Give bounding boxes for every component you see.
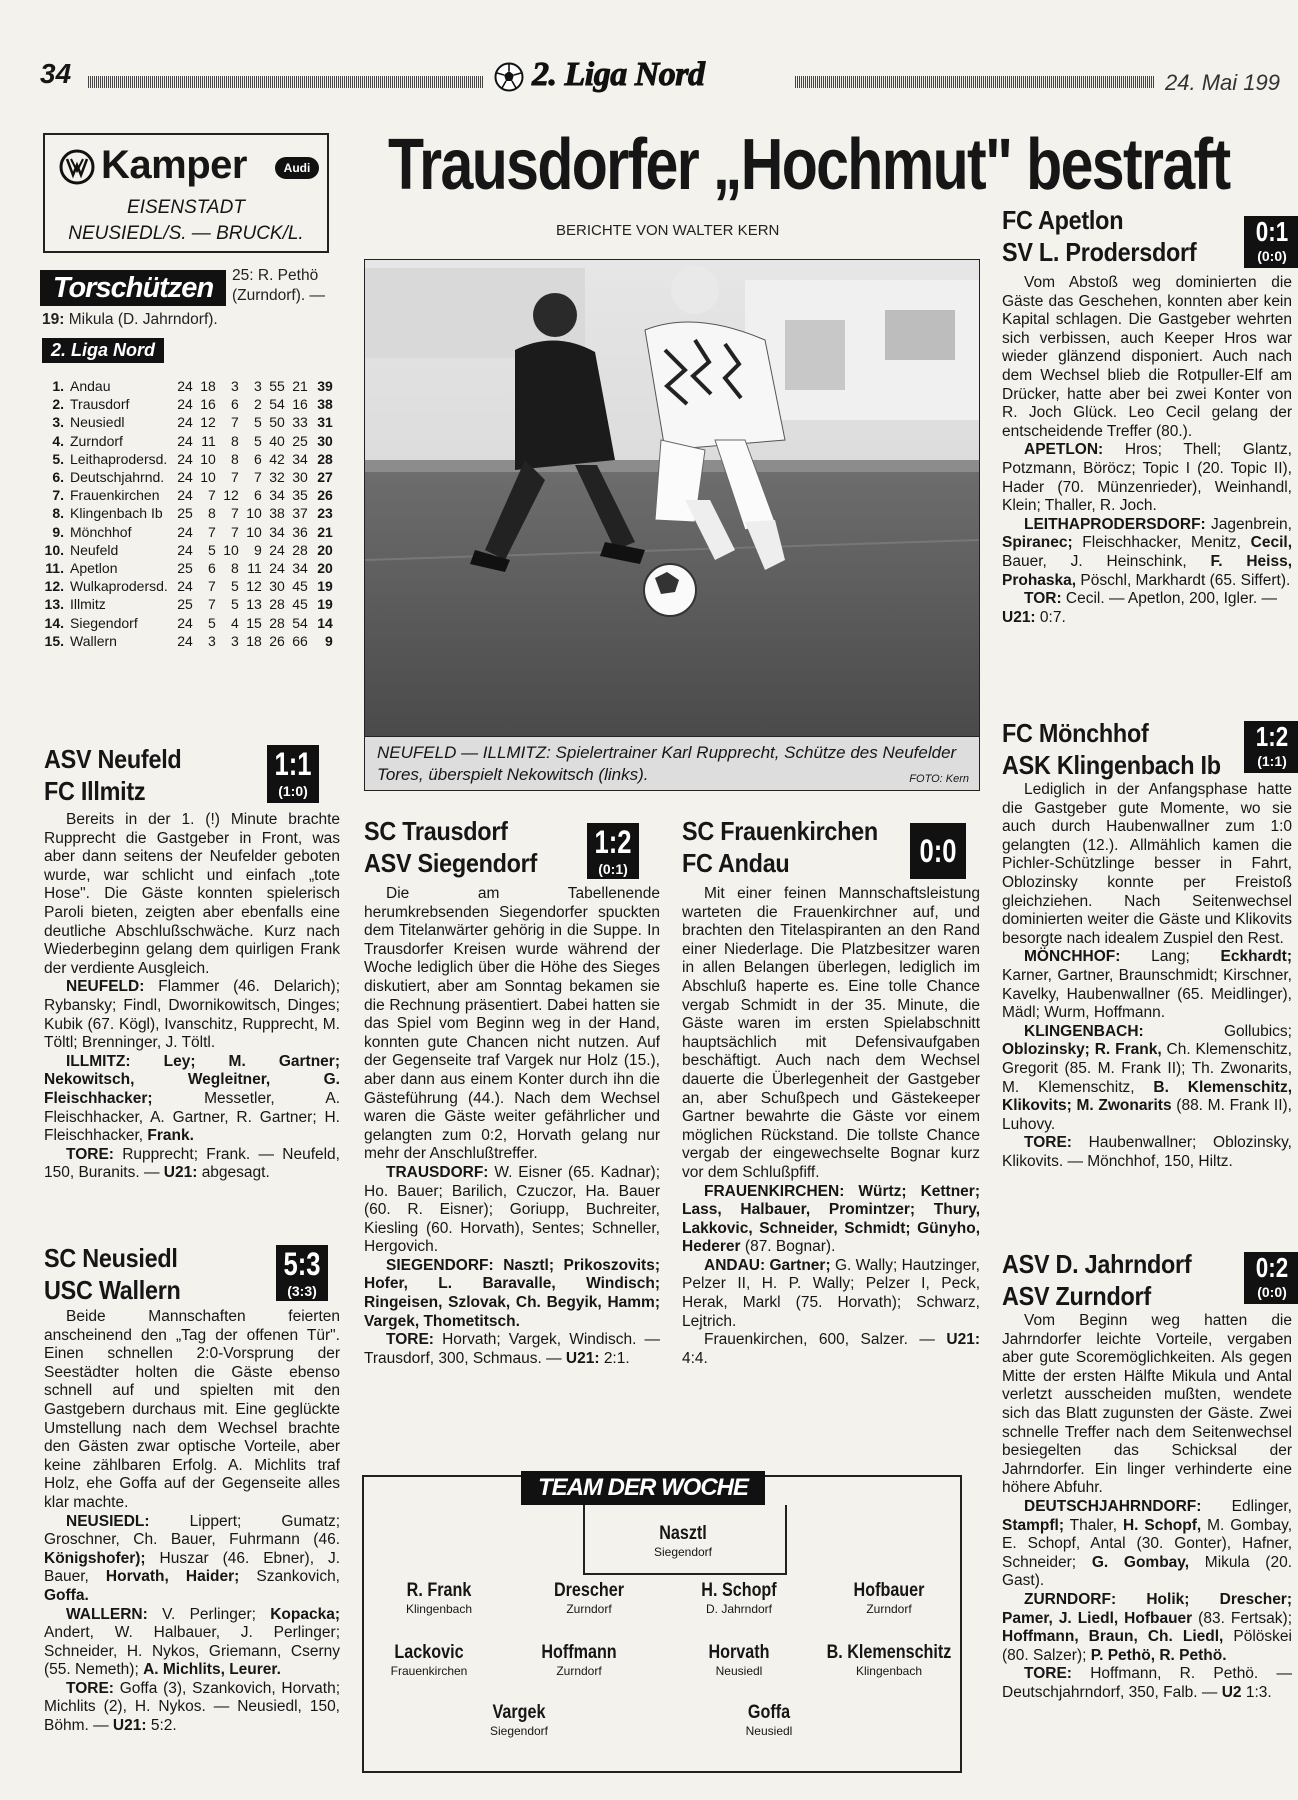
cell-lost: 11 xyxy=(247,560,262,577)
cell-drawn: 7 xyxy=(231,414,239,431)
cell-points: 19 xyxy=(317,596,333,613)
standings-table xyxy=(42,377,336,650)
goals-line: TORE: Goffa (3), Szankovich, Horvath; Michlits (2), H. Nykos. — Neusiedl, 150, Böhm. — U21: 5:2. xyxy=(44,1679,341,1735)
match-report: Mit einer feinen Mannschaftsleistung warteten die Frauenkirchner auf, und brachten den Titelaspiranten an den Rand einer Niederlage. Die Platzbesitzer waren in allen Belangen überlegen, lediglich im Abschluß haperte es. Eine tolle Chance vergab Schmidt in der 35. Minute, die Gäste waren im ersten Spielabschnitt hauptsächlich mit Defensivaufgaben beschäftigt. Auch nach dem Wechsel dauerte die Überlegenheit der Gastgeber an, aber Schußpech und Gästekeeper Gartner bewahrte die Gäste vor einem möglichen Rückstand. Die tollste Chance vergab der eingewechselte Bognar kurz vor dem Schlußpfiff. xyxy=(682,885,980,1181)
headline: Trausdorfer „Hochmut" bestraft xyxy=(388,125,1230,205)
cell-drawn: 3 xyxy=(231,378,239,394)
cell-points: 23 xyxy=(317,505,333,522)
goals-line: TORE: Rupprecht; Frank. — Neufeld, 150, Buranits. — U21: abgesagt. xyxy=(44,1145,340,1182)
cell-club: Siegendorf xyxy=(70,614,138,631)
score-box xyxy=(276,1245,328,1301)
cell-drawn: 4 xyxy=(231,614,239,631)
away-team: FC Andau xyxy=(682,848,790,878)
final-score: 1:2 xyxy=(594,824,632,860)
cell-drawn: 5 xyxy=(231,578,239,595)
home-team: SC Frauenkirchen xyxy=(682,816,878,846)
lineup-away: ANDAU: Gartner; G. Wally; Hautzinger, Pelzer II, H. P. Wally; Pelzer I, Peck, Herak, Markl (75. Horvath); Schwarz, Lejtrich. xyxy=(682,1256,980,1330)
cell-drawn: 7 xyxy=(231,505,239,522)
ad-brand: Kamper xyxy=(101,143,247,187)
section-title: 2. Liga Nord xyxy=(532,56,705,93)
home-team: SC Trausdorf xyxy=(364,816,508,846)
cell-rank: 9. xyxy=(52,523,64,540)
cell-lost: 3 xyxy=(254,378,262,394)
audi-badge: Audi xyxy=(275,157,319,179)
cell-club: Apetlon xyxy=(70,560,118,577)
match-report: Bereits in der 1. (!) Minute brachte Rupprecht die Gastgeber in Front, was aber dann seitens der Neufelder geboten wurde, war schlicht und einfach „tote Hose". Die Gäste konnten spielerisch Paroli bieten, zeigten aber ebenfalls eine deutliche Abschlußschwäche. Kurz nach Wiederbeginn gelang dem quirligen Frank der verdiente Ausgleich. xyxy=(44,811,340,977)
cell-goals-for: 28 xyxy=(269,596,285,613)
jahrndorf-away-team: ASV Zurndorf xyxy=(1002,1281,1151,1311)
halftime-score: (0:0) xyxy=(1257,248,1287,264)
final-score: 5:3 xyxy=(283,1246,321,1282)
cell-goals-for: 30 xyxy=(269,578,285,595)
cell-points: 19 xyxy=(317,578,333,595)
match-frauenkirchen xyxy=(682,815,980,1368)
cell-club: Klingenbach Ib xyxy=(70,505,163,522)
kamper-ad xyxy=(43,133,329,253)
cell-played: 24 xyxy=(177,523,193,540)
cell-goals-for: 55 xyxy=(269,378,285,394)
cell-goals-for: 24 xyxy=(269,541,285,558)
apetlon-away-team: SV L. Prodersdorf xyxy=(1002,237,1197,267)
cell-points: 30 xyxy=(317,432,333,449)
cell-points: 20 xyxy=(317,541,333,558)
lineup-home: TRAUSDORF: W. Eisner (65. Kadnar); Ho. Bauer; Barilich, Czuczor, Ha. Bauer (60. R. Eisner); Goriupp, Buchreiter, Kiesling (60. Horvath), Sentes; Schneller, Hergovich. xyxy=(364,1163,660,1256)
cell-rank: 7. xyxy=(52,487,64,504)
player-def-4: Hofbauer Zurndorf xyxy=(853,1580,925,1616)
cell-won: 7 xyxy=(208,523,216,540)
goals-line: Frauenkirchen, 600, Salzer. — U21: 4:4. xyxy=(682,1331,981,1367)
scorers-top-text: R. Pethö (Zurndorf). — xyxy=(232,267,326,304)
moenchhof-goals: TORE: Haubenwallner; Oblozinsky, Klikovits. — Mönchhof, 150, Hiltz. xyxy=(1002,1134,1292,1170)
player-fwd-1: Vargek Siegendorf xyxy=(489,1702,549,1738)
cell-goals-for: 32 xyxy=(269,469,285,486)
cell-goals-against: 66 xyxy=(292,632,308,649)
halftime-score: (0:0) xyxy=(1257,1284,1287,1300)
jahrndorf-lineup-away: ZURNDORF: Holik; Drescher; Pamer, J. Liedl, Hofbauer (83. Fertsak); Hoffmann, Braun, Ch. Liedl, Pölöskei (80. Salzer); P. Pethö, R. Pethö. xyxy=(1002,1590,1293,1664)
cell-lost: 12 xyxy=(246,578,262,595)
cell-won: 18 xyxy=(200,378,216,394)
cell-drawn: 7 xyxy=(231,469,239,486)
table-row xyxy=(42,595,336,613)
apetlon-score-box xyxy=(1244,216,1298,268)
cell-goals-against: 45 xyxy=(292,578,308,595)
ad-line-2: NEUSIEDL/S. — BRUCK/L. xyxy=(68,223,304,244)
halftime-score: (1:1) xyxy=(1257,753,1287,769)
cell-lost: 5 xyxy=(254,414,262,431)
cell-rank: 3. xyxy=(52,414,64,431)
apetlon-lineup-home: APETLON: Hros; Thell; Glantz, Potzmann, Böröcz; Topic I (20. Topic II), Hader (70. Münzenrieder), Weinhandl, Klein; Thaller, R. Joch. xyxy=(1002,441,1292,515)
byline: BERICHTE VON WALTER KERN xyxy=(556,222,780,239)
cell-lost: 13 xyxy=(246,596,262,613)
table-row xyxy=(42,523,336,541)
cell-points: 28 xyxy=(317,450,333,467)
cell-drawn: 7 xyxy=(231,523,239,540)
halftime-score: (3:3) xyxy=(287,1283,317,1299)
cell-drawn: 5 xyxy=(231,596,239,613)
player-fwd-2: Goffa Neusiedl xyxy=(745,1702,793,1738)
cell-won: 7 xyxy=(208,596,216,613)
cell-played: 24 xyxy=(177,414,193,431)
cell-club: Neufeld xyxy=(70,541,119,558)
apetlon-goals: TOR: Cecil. — Apetlon, 200, Igler. — U21: 0:7. xyxy=(1002,590,1278,626)
cell-rank: 4. xyxy=(52,432,64,449)
away-team: ASV Siegendorf xyxy=(364,848,538,878)
cell-points: 39 xyxy=(317,378,333,394)
cell-rank: 15. xyxy=(44,632,64,649)
match-neufeld xyxy=(44,743,340,1183)
table-row xyxy=(42,432,336,450)
cell-rank: 13. xyxy=(44,596,64,613)
cell-points: 31 xyxy=(317,414,333,431)
cell-played: 24 xyxy=(177,632,193,649)
cell-goals-for: 24 xyxy=(269,560,285,577)
apetlon-home-team: FC Apetlon xyxy=(1002,205,1124,235)
cell-goals-against: 21 xyxy=(292,378,308,394)
lineup-home: FRAUENKIRCHEN: Würtz; Kettner; Lass, Halbauer, Promintzer; Thury, Lakkovic, Schneider, Schmidt; Günyho, Hederer (87. Bognar). xyxy=(682,1182,980,1256)
table-row xyxy=(42,395,336,413)
cell-won: 10 xyxy=(200,450,216,467)
halftime-score: (0:1) xyxy=(598,861,628,877)
table-row xyxy=(42,559,336,577)
cell-club: Trausdorf xyxy=(70,396,130,413)
cell-won: 8 xyxy=(208,505,216,522)
cell-goals-against: 28 xyxy=(292,541,308,558)
final-score: 1:1 xyxy=(274,746,312,782)
cell-played: 24 xyxy=(177,432,193,449)
photo-credit: FOTO: Kern xyxy=(909,773,969,785)
cell-won: 6 xyxy=(208,560,216,577)
table-title: 2. Liga Nord xyxy=(42,338,164,363)
moenchhof-report: Lediglich in der Anfangsphase hatte die Gastgeber gute Momente, wo sie auch durch Haubenwallner zum 1:0 gelangten (12.). Allmählich kamen die Pichler-Schützlinge besser in Fahrt, Oblozinsky konnte per Freistoß gleichziehen. Nach Seitenwechsel dominierten weiter die Gäste und Klikovits besorgte nach idealem Zuspiel den Rest. xyxy=(1002,781,1292,947)
match-report: Beide Mannschaften feierten anscheinend den „Tag der offenen Tür". Einen schnellen 2:0-Vorsprung der Seestädter holten die Gäste ebenso schnell auf und spielten mit den Gastgebern durchaus mit. Eine geglückte Umstellung nach dem Wechsel brachte den Gästen zwar optische Vorteile, aber keine zählbaren Erfolg. A. Michlits traf Holz, ehe Goffa auf der Gegenseite alles klar machte. xyxy=(44,1308,340,1511)
vw-logo-icon xyxy=(59,149,95,185)
cell-points: 21 xyxy=(317,523,333,540)
cell-won: 12 xyxy=(200,414,216,431)
cell-goals-for: 34 xyxy=(269,523,285,540)
table-row xyxy=(42,413,336,431)
cell-goals-against: 45 xyxy=(292,596,308,613)
cell-goals-for: 40 xyxy=(269,432,285,449)
cell-played: 24 xyxy=(177,378,193,394)
scorers-top xyxy=(232,266,332,306)
player-mid-2: Hoffmann Zurndorf xyxy=(541,1642,617,1678)
cell-club: Zurndorf xyxy=(70,432,123,449)
cell-drawn: 6 xyxy=(231,396,239,413)
player-keeper: Nasztl Siegendorf xyxy=(653,1523,713,1559)
header-rule-right xyxy=(795,76,1155,88)
header-rule-left xyxy=(88,76,483,88)
cell-won: 7 xyxy=(208,487,216,504)
cell-won: 7 xyxy=(208,578,216,595)
cell-points: 26 xyxy=(317,487,333,504)
cell-goals-against: 25 xyxy=(292,432,308,449)
moenchhof-score-box xyxy=(1244,721,1298,773)
cell-club: Mönchhof xyxy=(70,523,132,540)
photo-caption-text: NEUFELD — ILLMITZ: Spielertrainer Karl Rupprecht, Schütze des Neufelder Tores, überspielt Nekowitsch (links). xyxy=(377,743,957,784)
final-score: 0:0 xyxy=(919,833,957,869)
cell-rank: 8. xyxy=(52,505,64,522)
cell-goals-against: 37 xyxy=(292,505,308,522)
moenchhof-lineup-away: KLINGENBACH: Gollubics; Oblozinsky; R. Frank, Ch. Klemenschitz, Gregorit (85. M. Frank II); Th. Zwonarits, M. Klemenschitz, B. Klemenschitz, Klikovits; M. Zwonarits (88. M. Frank II), Luhovy. xyxy=(1002,1022,1292,1133)
cell-played: 24 xyxy=(177,487,193,504)
table-row xyxy=(42,486,336,504)
lineup-home: NEUFELD: Flammer (46. Delarich); Rybansky; Findl, Dwornikowitsch, Dinges; Kubik (67. Kögl), Ivanschitz, Rupprecht, M. Töltl; Brenninger, J. Töltl. xyxy=(44,978,340,1052)
cell-goals-against: 54 xyxy=(292,614,308,631)
team-of-week xyxy=(362,1475,962,1773)
cell-played: 25 xyxy=(177,560,193,577)
match-neusiedl xyxy=(44,1242,340,1736)
cell-lost: 18 xyxy=(246,632,262,649)
cell-won: 16 xyxy=(200,396,216,413)
player-mid-4: B. Klemenschitz Klingenbach xyxy=(826,1642,952,1678)
lineup-away: SIEGENDORF: Nasztl; Prikoszovits; Hofer, L. Baravalle, Windisch; Ringeisen, Szlovak, Ch. Begyik, Hamm; Vargek, Thometitsch. xyxy=(364,1256,660,1330)
cell-points: 9 xyxy=(325,632,333,649)
cell-drawn: 10 xyxy=(223,541,239,558)
cell-goals-for: 54 xyxy=(269,396,285,413)
match-trausdorf xyxy=(364,815,660,1368)
table-row xyxy=(42,377,336,395)
cell-rank: 1. xyxy=(52,378,64,394)
jahrndorf-lineup-home: DEUTSCHJAHRNDORF: Edlinger, Stampfl; Thaler, H. Schopf, M. Gombay, E. Schopf, Antal (30. Gonter), Hafner, Schneider; G. Gombay, Mikula (20. Gast). xyxy=(1002,1497,1293,1590)
cell-lost: 6 xyxy=(254,450,262,467)
ad-line-1: EISENSTADT xyxy=(127,197,245,218)
cell-won: 10 xyxy=(200,469,216,486)
lineup-home: NEUSIEDL: Lippert; Gumatz; Groschner, Ch. Bauer, Fuhrmann (46. Königshofer); Huszar (46. Ebner), J. Bauer, Horvath, Haider; Szankovich, Goffa. xyxy=(44,1512,341,1604)
cell-club: Wallern xyxy=(70,632,117,649)
cell-lost: 7 xyxy=(254,469,262,486)
cell-goals-against: 30 xyxy=(292,469,308,486)
away-team: FC Illmitz xyxy=(44,776,146,806)
cell-goals-for: 38 xyxy=(269,505,285,522)
cell-goals-for: 26 xyxy=(269,632,285,649)
goals-line: TORE: Horvath; Vargek, Windisch. — Trausdorf, 300, Schmaus. — U21: 2:1. xyxy=(364,1331,661,1367)
scorers-second-text: Mikula (D. Jahrndorf). xyxy=(68,311,218,328)
score-box xyxy=(910,823,966,879)
cell-points: 27 xyxy=(317,469,333,486)
cell-rank: 6. xyxy=(52,469,64,486)
cell-drawn: 8 xyxy=(231,432,239,449)
cell-points: 14 xyxy=(317,614,333,631)
cell-played: 24 xyxy=(177,614,193,631)
table-row xyxy=(42,504,336,522)
table-row xyxy=(42,541,336,559)
cell-goals-against: 34 xyxy=(292,450,308,467)
jahrndorf-goals: TORE: Hoffmann, R. Pethö. — Deutschjahrndorf, 350, Falb. — U2 1:3. xyxy=(1002,1665,1292,1701)
cell-played: 25 xyxy=(177,505,193,522)
match-report: Die am Tabellenende herumkrebsenden Siegendorfer spuckten dem Titelanwärter gehörig in die Suppe. In Trausdorfer Kreisen wurde während der Woche lediglich über die Höhe des Sieges diskutiert, aber am Sonntag bekamen sie die Rechnung präsentiert. Dabei hatten sie das Spiel vom Beginn weg in der Hand, konnten gute Chancen nicht nutzen. Auf der Gegenseite traf Vargek nur Holz (15.), aber dann aus einem Konter durch ihn die Gästeführung (44.). Nach dem Wechsel waren die Gäste weiter gefährlicher und gelangten zum 0:2, Horvath gelang nur mehr der Anschlußtreffer. xyxy=(364,885,660,1163)
moenchhof-home-team: FC Mönchhof xyxy=(1002,718,1149,748)
apetlon-report: Vom Abstoß weg dominierten die Gäste das Geschehen, konnten aber kein Kapital schlagen. Die Gastgeber wehrten sich verbissen, auch Keeper Hros war wieder glänzend disponiert. Auch nach dem Wechsel blieb die Rotpuller-Elf am Drücker, hatte aber bei zwei Konter von R. Joch Glück. Leo Cecil gelang der entscheidende Treffer (80.). xyxy=(1002,274,1292,440)
cell-rank: 5. xyxy=(52,450,64,467)
cell-won: 11 xyxy=(201,432,216,449)
cell-points: 38 xyxy=(317,396,333,413)
table-row xyxy=(42,632,336,650)
cell-drawn: 3 xyxy=(231,632,239,649)
cell-club: Frauenkirchen xyxy=(70,487,160,504)
scorers-second xyxy=(42,310,218,330)
team-of-week-title: TEAM DER WOCHE xyxy=(521,1471,765,1505)
cell-rank: 14. xyxy=(44,614,64,631)
final-score: 0:1 xyxy=(1255,216,1289,247)
cell-rank: 2. xyxy=(52,396,64,413)
cell-points: 20 xyxy=(317,560,333,577)
jahrndorf-report: Vom Beginn weg hatten die Jahrndorfer leichte Vorteile, vergaben aber gute Scoremöglichkeiten. Als gegen Mitte der ersten Hälfte Mikula und Antal verletzt ausscheiden mußten, wendete sich das Blatt zugunsten der Gäste. Zwei schnelle Treffer nach dem Seitenwechsel besiegelten das Schicksal der Jahrndorfer. Ein linger verhinderte eine höhere Abfuhr. xyxy=(1002,1312,1292,1497)
scorers-top-num: 25: xyxy=(232,267,254,284)
cell-lost: 2 xyxy=(254,396,262,413)
final-score: 0:2 xyxy=(1255,1252,1289,1283)
cell-club: Deutschjahrnd. xyxy=(70,469,165,486)
scorers-second-num: 19: xyxy=(42,311,65,328)
cell-won: 5 xyxy=(208,614,216,631)
score-box xyxy=(267,745,319,803)
away-team: USC Wallern xyxy=(44,1275,181,1305)
cell-goals-for: 28 xyxy=(269,614,285,631)
cell-club: Andau xyxy=(70,378,111,394)
cell-won: 3 xyxy=(208,632,216,649)
cell-played: 24 xyxy=(177,578,193,595)
jahrndorf-score-box xyxy=(1244,1252,1298,1304)
cell-won: 5 xyxy=(208,541,216,558)
cell-lost: 5 xyxy=(254,432,262,449)
cell-club: Leithaprodersd. xyxy=(70,450,168,467)
home-team: SC Neusiedl xyxy=(44,1243,178,1273)
cell-rank: 11. xyxy=(45,560,64,577)
scorers-title: Torschützen xyxy=(40,270,226,306)
cell-club: Illmitz xyxy=(70,596,106,613)
cell-goals-against: 16 xyxy=(292,396,308,413)
player-mid-1: Lackovic Frauenkirchen xyxy=(390,1642,468,1678)
apetlon-lineup-away: LEITHAPRODERSDORF: Jagenbrein, Spiranec; Fleischhacker, Menitz, Cecil, Bauer, J. Heinschink, F. Heiss, Prohaska, Pöschl, Markhardt (65. Siffert). xyxy=(1002,515,1292,589)
cell-played: 24 xyxy=(177,396,193,413)
cell-lost: 10 xyxy=(246,505,262,522)
player-def-2: Drescher Zurndorf xyxy=(553,1580,625,1616)
halftime-score: (1:0) xyxy=(278,783,308,799)
photo-caption xyxy=(364,737,980,791)
cell-goals-for: 34 xyxy=(269,487,285,504)
right-column xyxy=(1002,204,1298,1800)
cell-goals-against: 36 xyxy=(292,523,308,540)
player-def-1: R. Frank Klingenbach xyxy=(405,1580,473,1616)
cell-club: Neusiedl xyxy=(70,414,125,431)
cell-goals-for: 50 xyxy=(269,414,285,431)
cell-played: 24 xyxy=(177,541,193,558)
cell-goals-against: 35 xyxy=(292,487,308,504)
home-team: ASV Neufeld xyxy=(44,744,182,774)
player-mid-3: Horvath Neusiedl xyxy=(708,1642,770,1678)
cell-drawn: 12 xyxy=(223,487,239,504)
cell-lost: 9 xyxy=(254,541,262,558)
match-photo xyxy=(364,259,980,737)
cell-lost: 6 xyxy=(254,487,262,504)
cell-goals-against: 33 xyxy=(292,414,308,431)
cell-lost: 10 xyxy=(246,523,262,540)
cell-rank: 10. xyxy=(44,541,64,558)
cell-drawn: 8 xyxy=(231,560,239,577)
table-row xyxy=(42,614,336,632)
final-score: 1:2 xyxy=(1255,721,1289,752)
player-def-3: H. Schopf D. Jahrndorf xyxy=(701,1580,777,1616)
moenchhof-away-team: ASK Klingenbach Ib xyxy=(1002,750,1221,780)
cell-lost: 15 xyxy=(246,614,262,631)
cell-goals-for: 42 xyxy=(269,450,285,467)
jahrndorf-home-team: ASV D. Jahrndorf xyxy=(1002,1249,1192,1279)
soccer-ball-icon xyxy=(494,62,524,92)
table-row xyxy=(42,577,336,595)
moenchhof-lineup-home: MÖNCHHOF: Lang; Eckhardt; Karner, Gartner, Braunschmidt; Kirschner, Kavelky, Haubenwallner (65. Meidlinger), Mädl; Wurm, Hoffmann. xyxy=(1002,948,1293,1022)
cell-played: 25 xyxy=(177,596,193,613)
table-row xyxy=(42,468,336,486)
cell-goals-against: 34 xyxy=(292,560,308,577)
lineup-away: WALLERN: V. Perlinger; Kopacka; Andert, W. Halbauer, J. Perlinger; Schneider, H. Nykos, Griemann, Cserny (55. Nemeth); A. Michlits, Leurer. xyxy=(44,1605,340,1679)
issue-date: 24. Mai 199 xyxy=(1165,70,1280,95)
cell-played: 24 xyxy=(177,469,193,486)
score-box xyxy=(587,823,639,879)
cell-rank: 12. xyxy=(44,578,64,595)
table-row xyxy=(42,450,336,468)
cell-club: Wulkaprodersd. xyxy=(70,578,168,595)
cell-played: 24 xyxy=(177,450,193,467)
lineup-away: ILLMITZ: Ley; M. Gartner; Nekowitsch, Wegleitner, G. Fleischhacker; Messetler, A. Fleischhacker, A. Gartner, R. Gartner; H. Fleischhacker, Frank. xyxy=(44,1052,341,1145)
cell-drawn: 8 xyxy=(231,450,239,467)
page-number: 34 xyxy=(40,58,72,89)
